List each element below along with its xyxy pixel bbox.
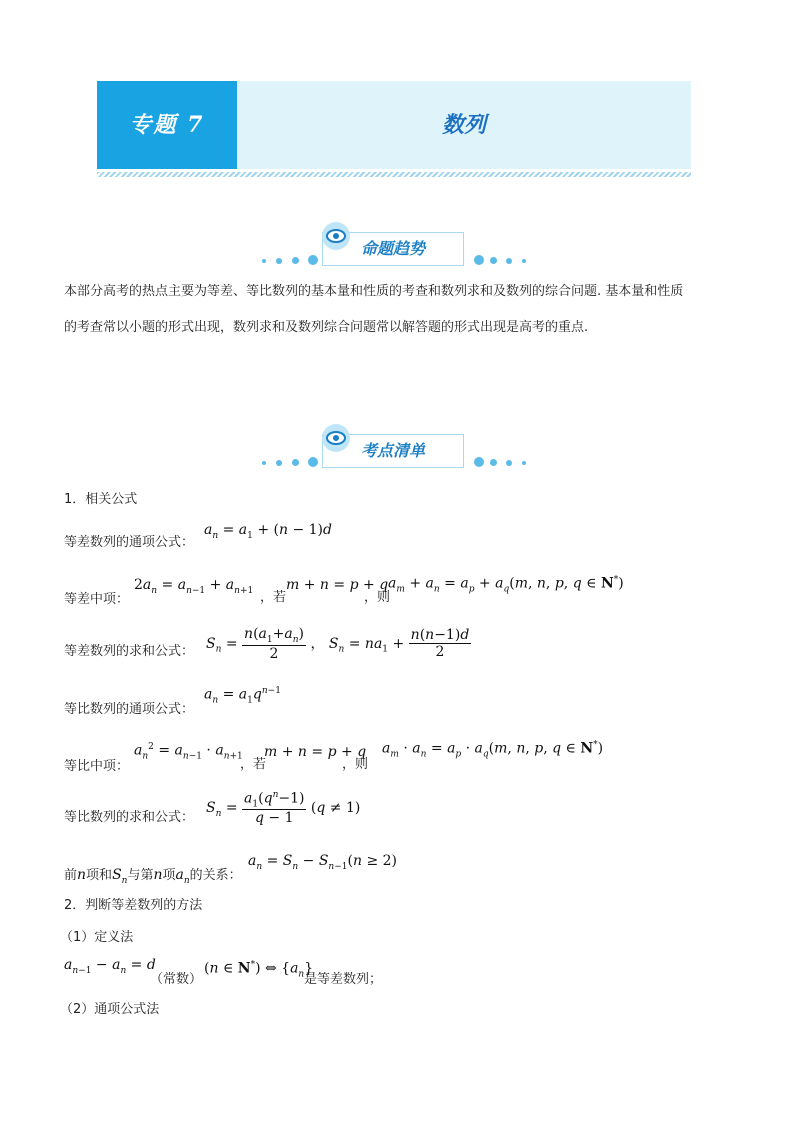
formula-arith-general: $a_n = a_1 + (n - 1)d$ <box>204 522 332 541</box>
decor-dot <box>506 258 512 264</box>
label-arith-sum: 等差数列的求和公式： <box>64 644 195 659</box>
text-relation-label: 的关系： <box>189 868 242 883</box>
formula-condition: m + n = p + q <box>264 744 367 760</box>
topic-label: 专题 7 <box>129 112 205 138</box>
eye-icon <box>322 424 350 452</box>
heading-formulas: 1．相关公式 <box>64 492 138 507</box>
formula-arith-property: $a_m + a_n = a_p + a_q(m$, n, p, q ∈ N*) <box>388 575 624 595</box>
heading-judge-arith: 2．判断等差数列的方法 <box>64 898 203 913</box>
decor-dot <box>474 255 484 265</box>
decor-dot <box>522 461 526 465</box>
formula-definition: $a_{n-1} - a_n = d$ <box>64 957 156 976</box>
section-title-trend: 命题趋势 <box>322 232 464 266</box>
text-if: ，若 <box>240 757 267 772</box>
decor-dot <box>262 259 266 263</box>
subheading-general-term: （2）通项公式法 <box>60 1002 160 1017</box>
text-relation-sum: 项和 <box>86 868 113 883</box>
decor-dot <box>276 460 282 466</box>
label-arith-mean: 等差中项： <box>64 592 130 607</box>
decor-dot <box>506 460 512 466</box>
text-separator: ， <box>310 635 325 652</box>
decor-dot <box>490 459 497 466</box>
trend-paragraph <box>64 274 744 346</box>
formula-condition: m + n = p + q <box>286 577 389 593</box>
eye-icon <box>322 222 350 250</box>
text-relation-pre: 前 <box>64 868 78 883</box>
decor-dot <box>292 459 299 466</box>
decor-dot <box>276 258 282 264</box>
text-is-arith: 是等差数列； <box>304 972 383 987</box>
subheading-definition: （1）定义法 <box>60 930 134 945</box>
decor-dot <box>262 461 266 465</box>
paragraph-line: 的考查常以小题的形式出现，数列求和及数列综合问题常以解答题的形式出现是高考的重点. <box>64 320 589 335</box>
formula-arith-mean: $2a_n = a_{n-1} + a_{n+1}$ <box>134 577 254 596</box>
formula-geo-general: $a_n = a_1q^{n-1}$ <box>204 686 281 706</box>
decor-dot <box>292 257 299 264</box>
formula-geo-property: $a_m \cdot a_n = a_p \cdot a_q(m$, n, p, q ∈ N*) <box>382 740 604 760</box>
text-relation-line: 前n项和$S_n$与第n项$a_n$的关系： <box>64 867 242 886</box>
text-then: ，则 <box>364 590 391 605</box>
decor-dot <box>308 255 318 265</box>
label-geo-sum: 等比数列的求和公式： <box>64 810 195 825</box>
section-title-checklist: 考点清单 <box>322 434 464 468</box>
decor-dot <box>308 457 318 467</box>
text-relation-with: 与第 <box>127 868 154 883</box>
text-then: ，则 <box>342 757 369 772</box>
decor-dot <box>522 259 526 263</box>
label-geo-mean: 等比中项： <box>64 759 130 774</box>
text-constant: （常数） <box>150 972 203 987</box>
formula-geo-sum: $S_n$ = $\frac{a_1(q^n-1)}{q - 1}$ (q ≠ 1) <box>206 790 361 827</box>
formula-domain: (n ∈ N*) ⇔ $\{a_n\}$ <box>204 960 314 980</box>
paragraph-line: 本部分高考的热点主要为等差、等比数列的基本量和性质的考查和数列求和及数列的综合问题. 基本量和性质 <box>64 284 684 299</box>
formula-geo-mean: $a_n^2 = a_{n-1} \cdot a_{n+1}$ <box>134 742 243 762</box>
formula-arith-sum: $S_n$ = $\frac{n(a_1+a_n)}{2}$ ， $S_n = na_1$ + $\frac{n(n-1)d}{2}$ <box>206 626 470 662</box>
text-relation-term: 项 <box>162 868 176 883</box>
decor-dot <box>490 257 497 264</box>
formula-relation: $a_n = S_n - S_{n-1}(n \ge 2)$ <box>248 853 397 872</box>
label-arith-general: 等差数列的通项公式： <box>64 535 195 550</box>
banner-hatch-divider <box>97 172 691 177</box>
decor-dot <box>474 457 484 467</box>
label-geo-general: 等比数列的通项公式： <box>64 702 195 717</box>
text-if: ，若 <box>260 590 287 605</box>
page-title: 数列 <box>441 112 486 138</box>
